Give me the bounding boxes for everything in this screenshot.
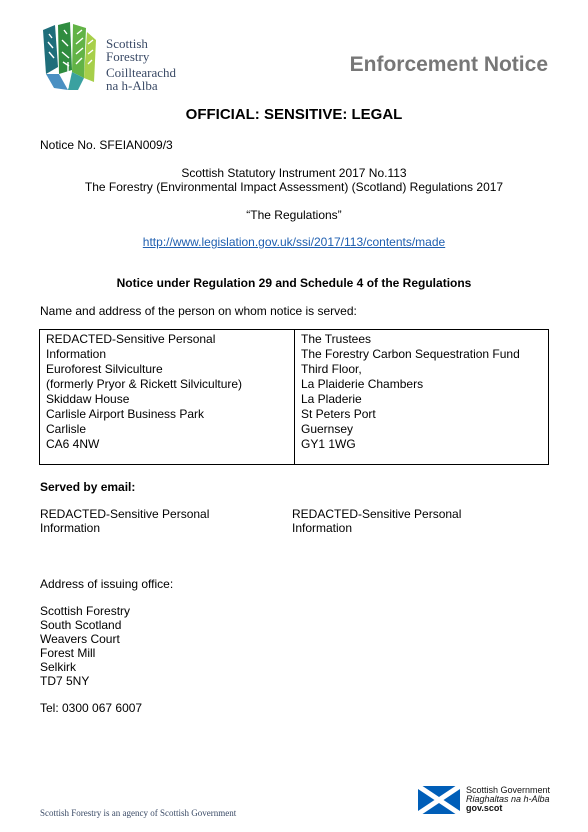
served-by-email-heading: Served by email: [40, 480, 136, 494]
address-left-line: CA6 4NW [46, 437, 100, 451]
notice-number: Notice No. SFEIAN009/3 [40, 138, 173, 152]
address-right-line: GY1 1WG [301, 437, 356, 451]
served-address-left [40, 330, 295, 465]
email-recipient-right [292, 507, 461, 535]
telephone: Tel: 0300 067 6007 [40, 701, 143, 715]
instrument-line: Scottish Statutory Instrument 2017 No.113 [181, 166, 407, 180]
saltire-flag-icon [418, 786, 460, 814]
scottish-government-logo [466, 786, 550, 813]
address-right-line: La Plaiderie Chambers [301, 377, 424, 391]
address-left-line: Euroforest Silviculture [46, 362, 163, 376]
issuing-address-line: Forest Mill [40, 646, 96, 660]
issuing-office-address [40, 604, 130, 688]
address-left-line: Carlisle [46, 422, 87, 436]
address-left-line: REDACTED-Sensitive Personal [46, 332, 216, 346]
legislation-link[interactable]: http://www.legislation.gov.uk/ssi/2017/113/contents/made [142, 235, 446, 249]
address-left-line: (formerly Pryor & Rickett Silviculture) [46, 377, 243, 391]
org-name-line-1: Scottish [106, 36, 148, 51]
address-right-line: The Forestry Carbon Sequestration Fund [301, 347, 520, 361]
gov-logo-line-english: Scottish Government [466, 785, 551, 795]
issuing-address-line: TD7 5NY [40, 674, 90, 688]
org-gaelic-line-1: Coilltearachd [106, 65, 177, 80]
gov-logo-line-gaelic: Riaghaltas na h-Alba [466, 794, 550, 804]
org-name-line-2: Forestry [106, 49, 150, 64]
org-gaelic-line-2: na h-Alba [106, 78, 158, 93]
email-right-line: Information [292, 521, 353, 535]
document-title: Enforcement Notice [349, 53, 548, 76]
regulations-short-name: “The Regulations” [246, 208, 342, 222]
classification-heading: OFFICIAL: SENSITIVE: LEGAL [185, 106, 403, 123]
issuing-address-line: Scottish Forestry [40, 604, 131, 618]
address-right-line: St Peters Port [301, 407, 376, 421]
org-name [106, 37, 149, 63]
address-left-line: Skiddaw House [46, 392, 130, 406]
issuing-address-line: Weavers Court [40, 632, 120, 646]
email-recipient-left [40, 507, 209, 535]
address-right-line: Guernsey [301, 422, 354, 436]
address-table [39, 329, 549, 465]
address-left-line: Information [46, 347, 107, 361]
gov-logo-line-url: gov.scot [466, 803, 503, 813]
regulations-title: The Forestry (Environmental Impact Assessment) (Scotland) Regulations 2017 [84, 180, 504, 194]
issuing-office-intro: Address of issuing office: [40, 577, 174, 591]
issuing-address-line: South Scotland [40, 618, 122, 632]
org-name-gaelic [106, 66, 176, 92]
footer-agency-text: Scottish Forestry is an agency of Scottish Government [40, 808, 237, 818]
email-right-line: REDACTED-Sensitive Personal [292, 507, 462, 521]
notice-heading: Notice under Regulation 29 and Schedule 4 of the Regulations [116, 276, 472, 290]
address-right-line: La Pladerie [301, 392, 362, 406]
email-left-line: REDACTED-Sensitive Personal [40, 507, 210, 521]
email-left-line: Information [40, 521, 101, 535]
served-intro: Name and address of the person on whom notice is served: [40, 304, 357, 318]
issuing-address-line: Selkirk [40, 660, 77, 674]
scottish-forestry-logo-icon [38, 22, 100, 92]
served-address-right [295, 330, 549, 465]
address-right-line: The Trustees [301, 332, 372, 346]
address-right-line: Third Floor, [301, 362, 362, 376]
address-left-line: Carlisle Airport Business Park [46, 407, 205, 421]
